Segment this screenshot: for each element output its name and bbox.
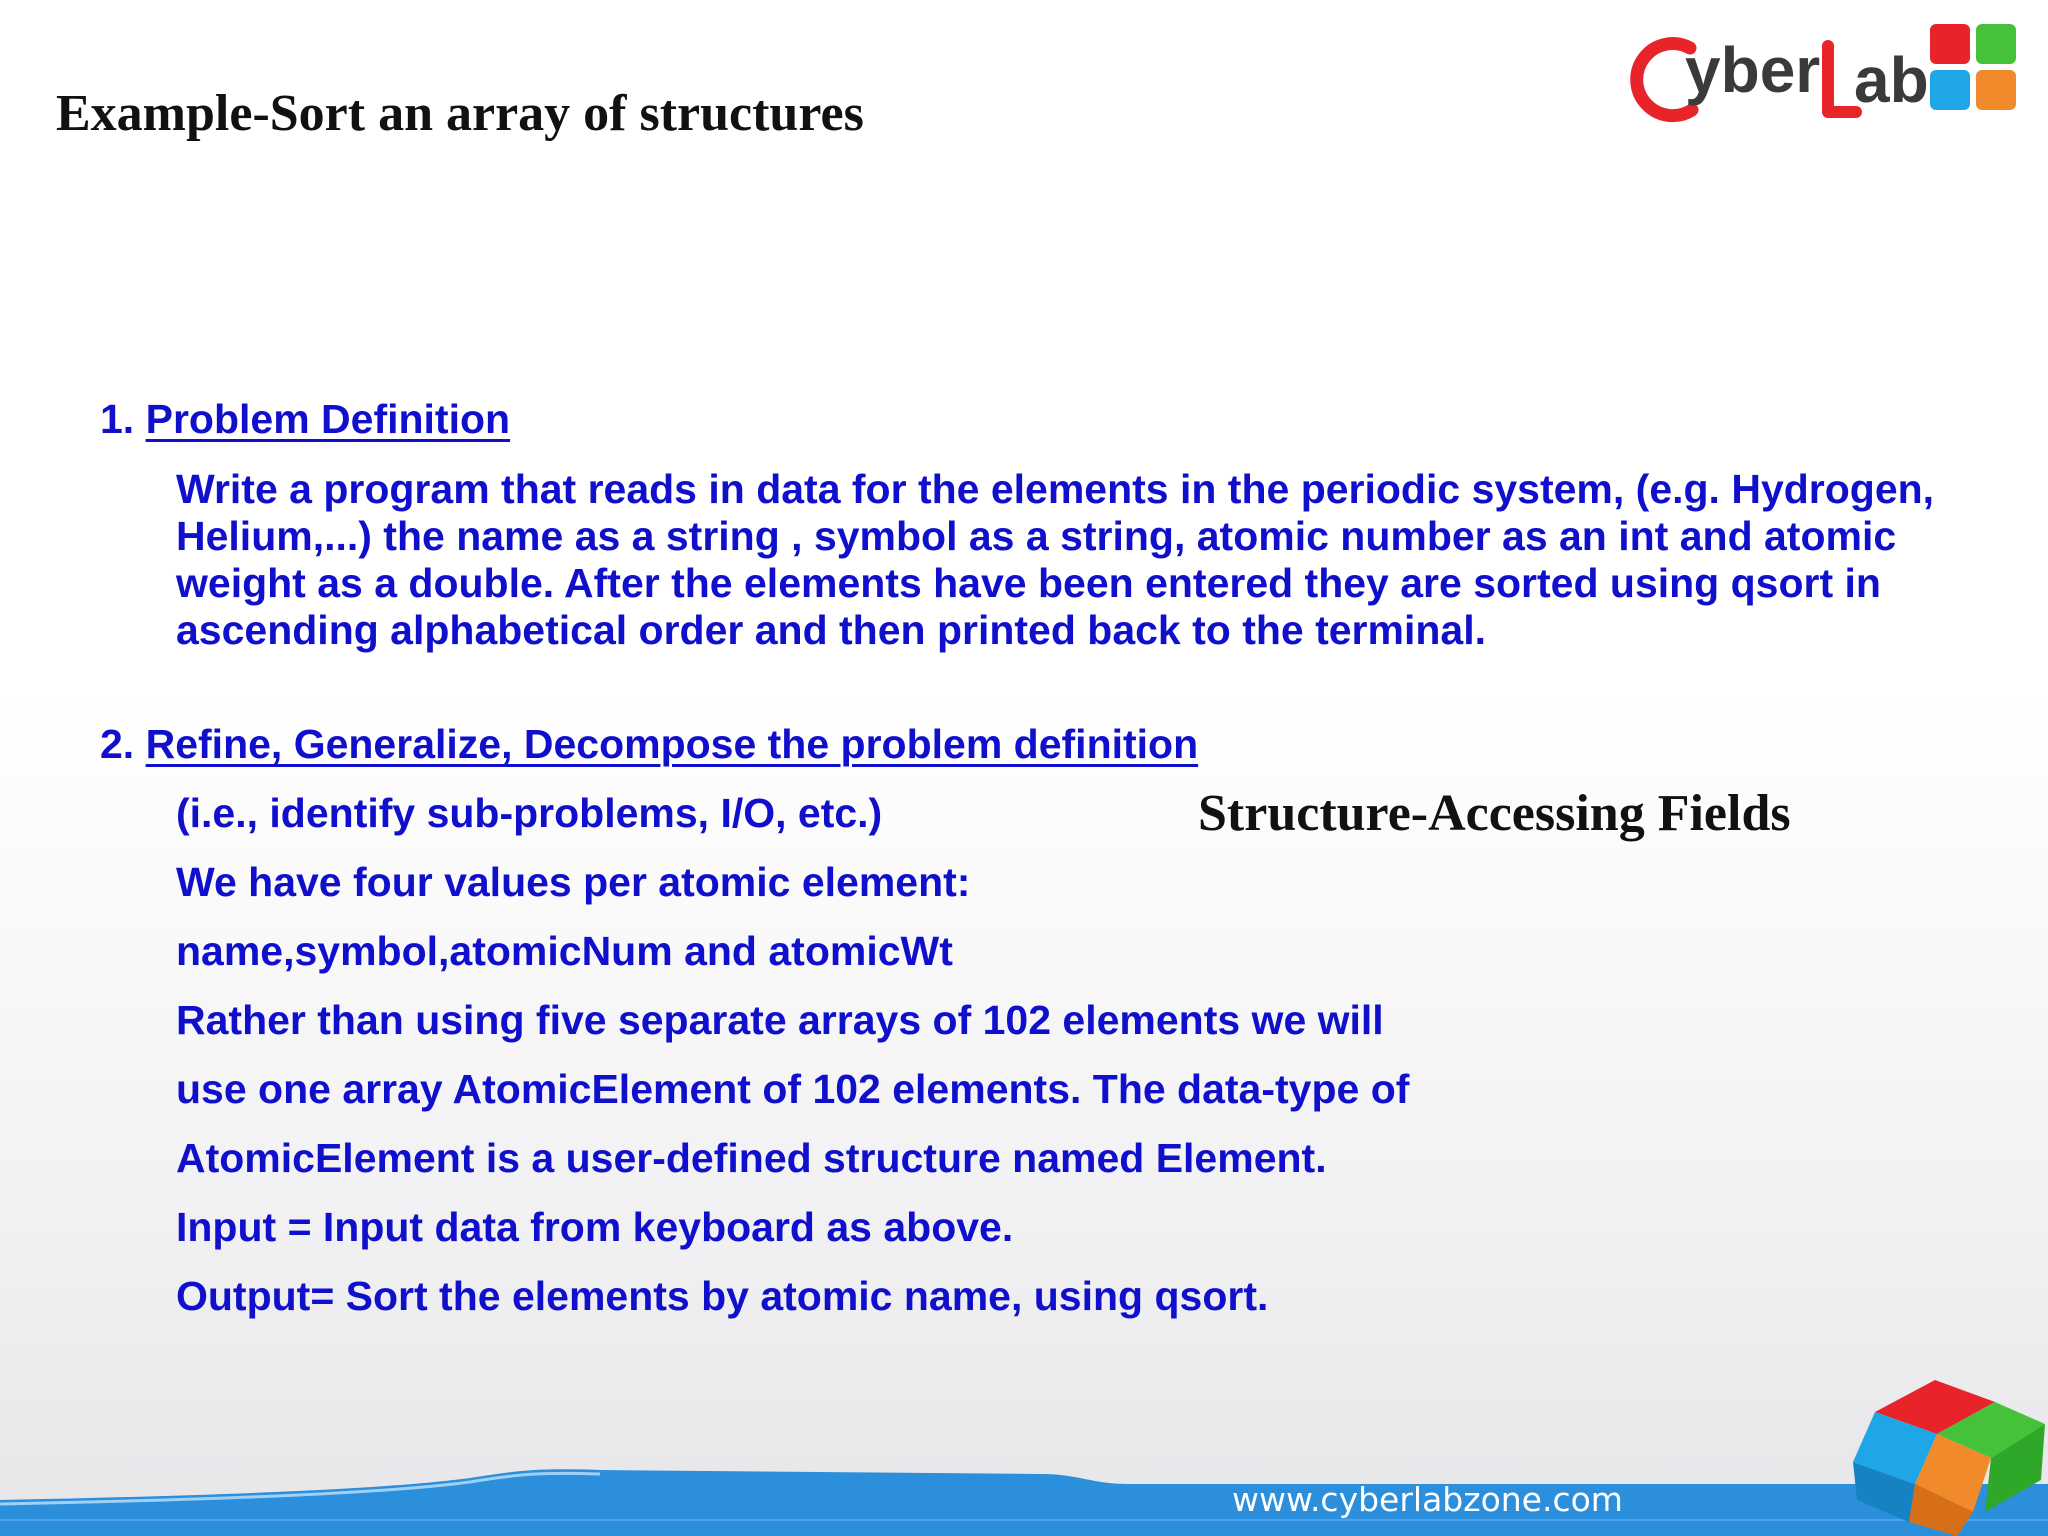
logo-ab-text: ab [1854, 44, 1929, 116]
section2-heading: Refine, Generalize, Decompose the problem definition [145, 721, 1199, 767]
footer-url[interactable]: www.cyberlabzone.com [1232, 1480, 1623, 1519]
cube-logo-icon [1845, 1372, 2045, 1536]
section1-heading: Problem Definition [145, 396, 511, 442]
section2-line-5: use one array AtomicElement of 102 elements. The data-type of [176, 1066, 1410, 1112]
section2-header [100, 721, 1198, 768]
section2-line-6: AtomicElement is a user-defined structure named Element. [176, 1135, 1327, 1181]
structure-accessing-fields-title: Structure-Accessing Fields [1198, 785, 1791, 842]
section2-number: 2. [100, 721, 135, 767]
footer-band [0, 1440, 2048, 1536]
section1-number: 1. [100, 396, 135, 442]
section1-header [100, 396, 510, 443]
section2-line-2: We have four values per atomic element: [176, 859, 971, 905]
section2-line-1: (i.e., identify sub-problems, I/O, etc.) [176, 790, 883, 836]
section2-line-4: Rather than using five separate arrays of 102 elements we will [176, 997, 1384, 1043]
section2-line-8: Output= Sort the elements by atomic name, using qsort. [176, 1273, 1269, 1319]
section2-line-7: Input = Input data from keyboard as above. [176, 1204, 1014, 1250]
section2-line-3: name,symbol,atomicNum and atomicWt [176, 928, 953, 974]
footer-wave [0, 1440, 2048, 1536]
section1-paragraph: Write a program that reads in data for the elements in the periodic system, (e.g. Hydrogen, Helium,...) the name as a string , symbol as a string, atomic number as an int and atomic weight as a double. After the elements have been entered they are sorted using qsort in ascending alphabetical order and then printed back to the terminal. [176, 466, 1935, 653]
slide-title: Example-Sort an array of structures [56, 85, 864, 142]
logo-yber-text: yber [1685, 34, 1821, 106]
